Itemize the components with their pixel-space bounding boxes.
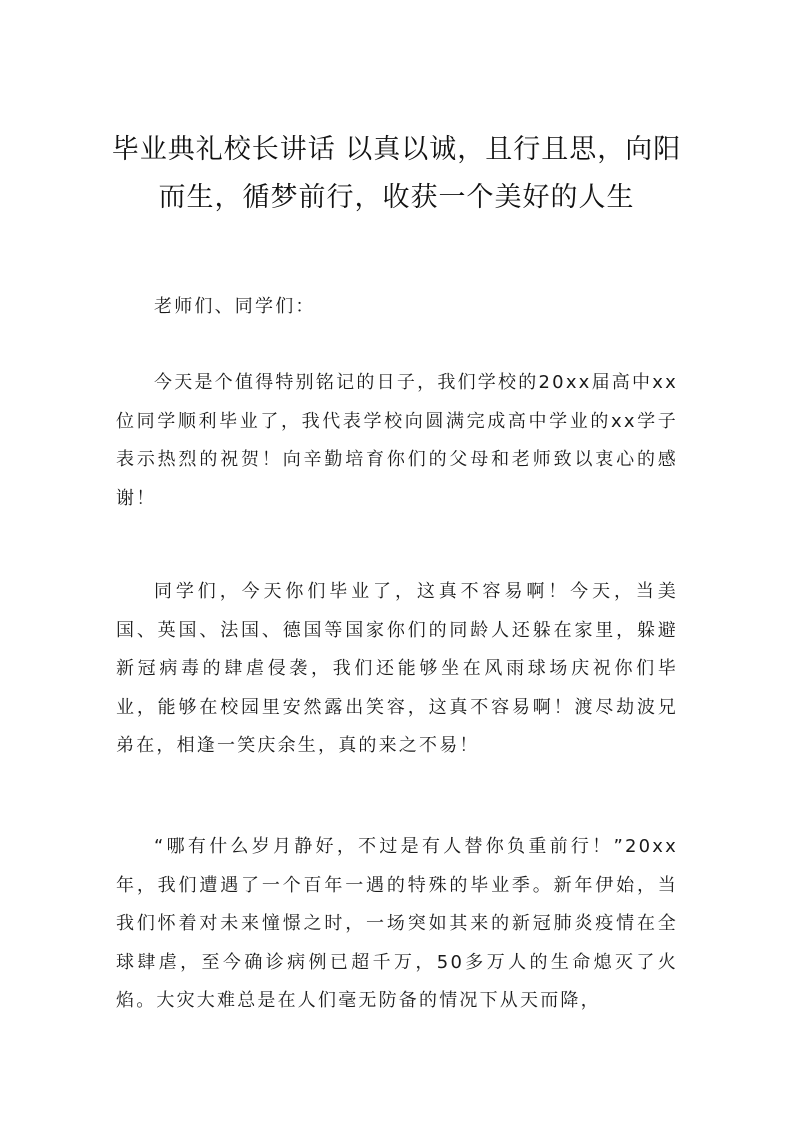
paragraph-1: 今天是个值得特别铭记的日子，我们学校的20xx届高中xx位同学顺利毕业了，我代表学校向圆满完成高中学业的xx学子表示热烈的祝贺！向辛勤培育你们的父母和老师致以衷心的感谢！ [116,372,678,509]
paragraph-3: “哪有什么岁月静好，不过是有人替你负重前行！”20xx年，我们遭遇了一个百年一遇的特殊的毕业季。新年伊始，当我们怀着对未来憧憬之时，一场突如其来的新冠肺炎疫情在全球肆虐，至今确诊病例已超千万，50多万人的生命熄灭了火焰。大灾大难总是在人们毫无防备的情况下从天而降， [116,836,678,1011]
document-title: 毕业典礼校长讲话 以真以诚，且行且思，向阳而生，循梦前行，收获一个美好的人生 [111,134,682,213]
greeting: 老师们、同学们： [154,296,316,317]
paragraph-2: 同学们，今天你们毕业了，这真不容易啊！今天，当美国、英国、法国、德国等国家你们的同龄人还躲在家里，躲避新冠病毒的肆虐侵袭，我们还能够坐在风雨球场庆祝你们毕业，能够在校园里安然露出笑容，这真不容易啊！渡尽劫波兄弟在，相逢一笑庆余生，真的来之不易！ [116,581,678,756]
